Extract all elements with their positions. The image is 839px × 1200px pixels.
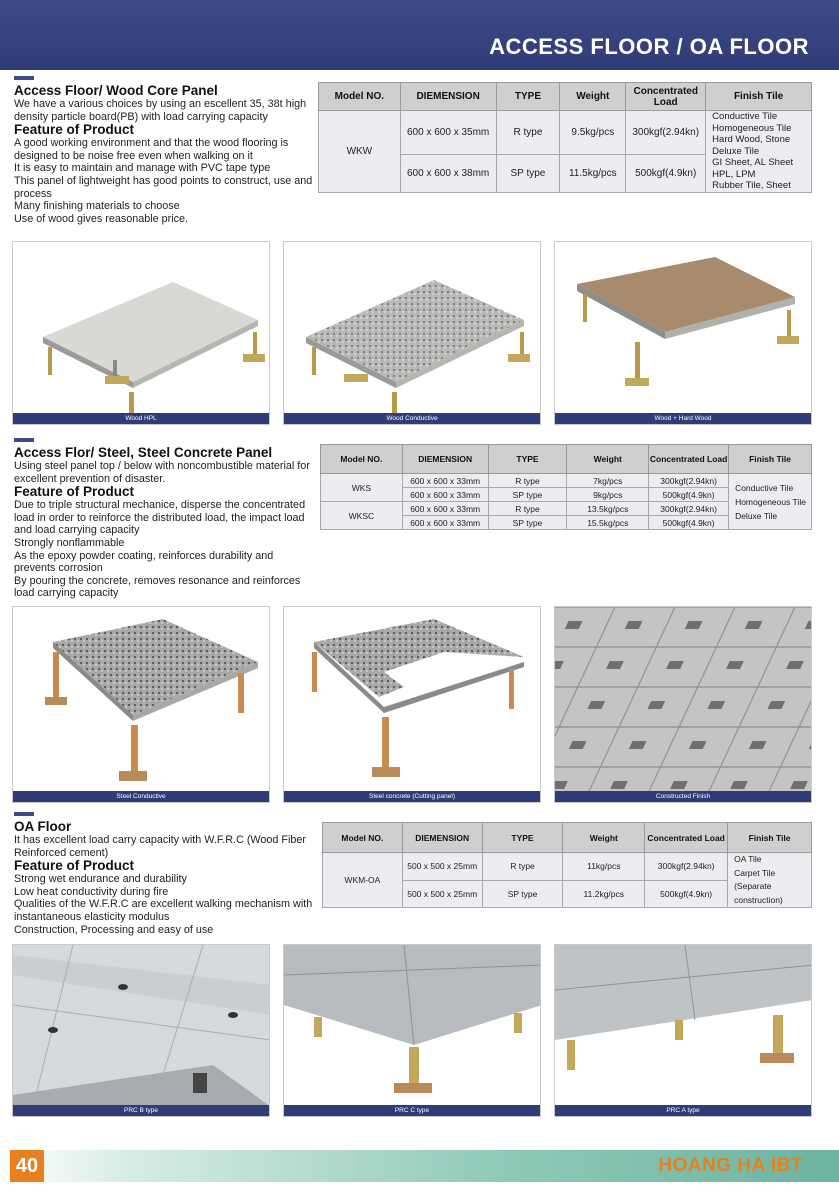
photo-wood-conductive (283, 241, 541, 425)
section-marker (14, 812, 34, 816)
dimension-cell: 600 x 600 x 33mm (402, 474, 488, 488)
finish-item: Conductive Tile (712, 111, 778, 123)
dimension-cell: 500 x 500 x 25mm (402, 880, 482, 908)
section-oa-floor (14, 812, 314, 936)
load-cell: 500kgf(4.9kn) (649, 516, 729, 530)
weight-cell: 11kg/pcs (563, 853, 645, 881)
spec-table-wood (318, 82, 812, 193)
feature-item: Qualities of the W.F.R.C are excellent walking mechanism with instantaneous elasticity modulus (14, 898, 313, 923)
col-header: Weight (567, 445, 649, 474)
col-header: TYPE (496, 83, 560, 111)
feature-title: Feature of Product (14, 122, 135, 138)
type-cell: SP type (488, 488, 567, 502)
finish-cell (706, 111, 812, 193)
model-cell: WKSC (321, 502, 403, 530)
feature-item: This panel of lightweight has good points to construct, use and process (14, 174, 313, 200)
finish-item: Homogeneous Tile (712, 122, 792, 134)
feature-item: Use of wood gives reasonable price. (14, 212, 189, 225)
col-header: Weight (560, 83, 626, 111)
feature-item: Low heat conductivity during fire (14, 885, 169, 898)
dimension-cell: 500 x 500 x 25mm (402, 853, 482, 881)
finish-item: Deluxe Tile (712, 145, 760, 157)
col-header: Model NO. (323, 823, 403, 853)
photo-caption: PRC B type (13, 1105, 269, 1116)
photo-caption: Wood + Hard Wood (555, 413, 811, 424)
finish-item: construction) (734, 894, 783, 905)
feature-item: As the epoxy powder coating, reinforces durability and prevents corrosion (14, 549, 274, 575)
model-cell: WKM-OA (323, 853, 403, 908)
type-cell: R type (488, 474, 567, 488)
finish-item: Carpet Tile (734, 867, 776, 878)
type-cell: R type (488, 502, 567, 516)
photo-caption: Steel Conductive (13, 791, 269, 802)
finish-item: Homogeneous Tile (735, 496, 806, 507)
col-header: Finish Tile (729, 445, 812, 474)
finish-item: HPL, LPM (712, 168, 756, 180)
col-header: DIEMENSION (402, 445, 488, 474)
dimension-cell: 600 x 600 x 35mm (400, 111, 496, 155)
section-intro: We have a various choices by using an escellent 35, 38t high density particle board(PB) with load carrying capacity (14, 98, 307, 123)
type-cell: R type (496, 111, 560, 155)
section-wood-core (14, 76, 314, 225)
load-cell: 300kgf(2.94kn) (649, 502, 729, 516)
model-cell: WKW (319, 111, 401, 193)
table-row (319, 111, 812, 155)
feature-item: Many finishing materials to choose (14, 200, 180, 213)
photo-wood-hpl (12, 241, 270, 425)
photo-steel-concrete (283, 606, 541, 803)
feature-item: Construction, Processing and easy of use (14, 923, 214, 936)
feature-item: A good working environment and that the wood flooring is designed to be noise free even when walking on it (14, 137, 289, 162)
section-steel-panel (14, 438, 314, 600)
col-header: Concentrated Load (649, 445, 729, 474)
feature-title: Feature of Product (14, 484, 135, 500)
section-title: Access Flor/ Steel, Steel Concrete Panel (14, 445, 273, 460)
section-intro: Using steel panel top / below with noncombustible material for excellent prevention of disaster. (14, 460, 310, 485)
weight-cell: 11.5kg/pcs (560, 155, 626, 193)
section-marker (14, 76, 34, 80)
brand-name: HOANG HA IBT (658, 1155, 803, 1176)
col-header: TYPE (488, 445, 567, 474)
col-header: Finish Tile (706, 83, 812, 111)
type-cell: SP type (488, 516, 567, 530)
page-number: 40 (10, 1150, 44, 1182)
finish-cell (728, 853, 812, 908)
finish-item: Deluxe Tile (735, 510, 778, 521)
type-cell: R type (482, 853, 563, 881)
photo-steel-conductive (12, 606, 270, 803)
spec-table-oa (322, 822, 812, 908)
weight-cell: 9.5kg/pcs (560, 111, 626, 155)
photo-prc-c (283, 944, 541, 1117)
weight-cell: 7kg/pcs (567, 474, 649, 488)
type-cell: SP type (496, 155, 560, 193)
page-header (0, 0, 839, 70)
photo-caption: Steel concrete (Cutting panel) (284, 791, 540, 802)
finish-item: (Separate (734, 881, 772, 891)
photo-caption: PRC C type (284, 1105, 540, 1116)
table-row (321, 474, 812, 488)
finish-item: OA Tile (734, 854, 762, 864)
weight-cell: 11.2kg/pcs (563, 880, 645, 908)
col-header: Weight (563, 823, 645, 853)
photo-caption: Wood Conductive (284, 413, 540, 424)
weight-cell: 9kg/pcs (567, 488, 649, 502)
col-header: Finish Tile (728, 823, 812, 853)
spec-table-steel (320, 444, 812, 530)
weight-cell: 13.5kg/pcs (567, 502, 649, 516)
col-header: DIEMENSION (402, 823, 482, 853)
photo-caption: PRC A type (555, 1105, 811, 1116)
load-cell: 300kgf(2.94kn) (649, 474, 729, 488)
feature-item: Due to triple structural mechanice, disperse the concentrated load in order to reinforce the distributed load, the impact load and load carrying capacity (14, 499, 306, 537)
dimension-cell: 600 x 600 x 33mm (402, 488, 488, 502)
col-header: DIEMENSION (400, 83, 496, 111)
load-cell: 500kgf(4.9kn) (645, 880, 728, 908)
load-cell: 500kgf(4.9kn) (649, 488, 729, 502)
weight-cell: 15.5kg/pcs (567, 516, 649, 530)
col-header: Model NO. (321, 445, 403, 474)
type-cell: SP type (482, 880, 563, 908)
table-row (323, 853, 812, 881)
photo-caption: Wood HPL (13, 413, 269, 424)
finish-item: Rubber Tile, Sheet (712, 180, 791, 192)
section-title: OA Floor (14, 819, 72, 834)
section-title: Access Floor/ Wood Core Panel (14, 83, 218, 98)
load-cell: 300kgf(2.94kn) (645, 853, 728, 881)
photo-wood-hardwood (554, 241, 812, 425)
model-cell: WKS (321, 474, 403, 502)
finish-cell (729, 474, 812, 530)
finish-item: GI Sheet, AL Sheet (712, 157, 794, 169)
photo-prc-a (554, 944, 812, 1117)
col-header: TYPE (482, 823, 563, 853)
col-header: Concentrated Load (626, 83, 706, 111)
dimension-cell: 600 x 600 x 33mm (402, 516, 488, 530)
feature-item: Strong wet endurance and durability (14, 873, 187, 886)
feature-title: Feature of Product (14, 858, 135, 874)
feature-item: Strongly nonflammable (14, 536, 125, 549)
finish-item: Hard Wood, Stone (712, 134, 791, 146)
photo-caption: Constructed Finish (555, 791, 811, 802)
page-title: ACCESS FLOOR / OA FLOOR (489, 34, 809, 59)
feature-item: It is easy to maintain and manage with PVC tape type (14, 162, 271, 175)
feature-item: By pouring the concrete, removes resonance and reinforces load carrying capacity (14, 574, 301, 600)
section-marker (14, 438, 34, 442)
finish-item: Conductive Tile (735, 482, 794, 493)
load-cell: 500kgf(4.9kn) (626, 155, 706, 193)
load-cell: 300kgf(2.94kn) (626, 111, 706, 155)
photo-constructed-finish (554, 606, 812, 803)
col-header: Concentrated Load (645, 823, 728, 853)
section-intro: It has excellent load carry capacity with W.F.R.C (Wood Fiber Reinforced cement) (14, 834, 307, 859)
col-header: Model NO. (319, 83, 401, 111)
photo-prc-b (12, 944, 270, 1117)
dimension-cell: 600 x 600 x 33mm (402, 502, 488, 516)
dimension-cell: 600 x 600 x 38mm (400, 155, 496, 193)
